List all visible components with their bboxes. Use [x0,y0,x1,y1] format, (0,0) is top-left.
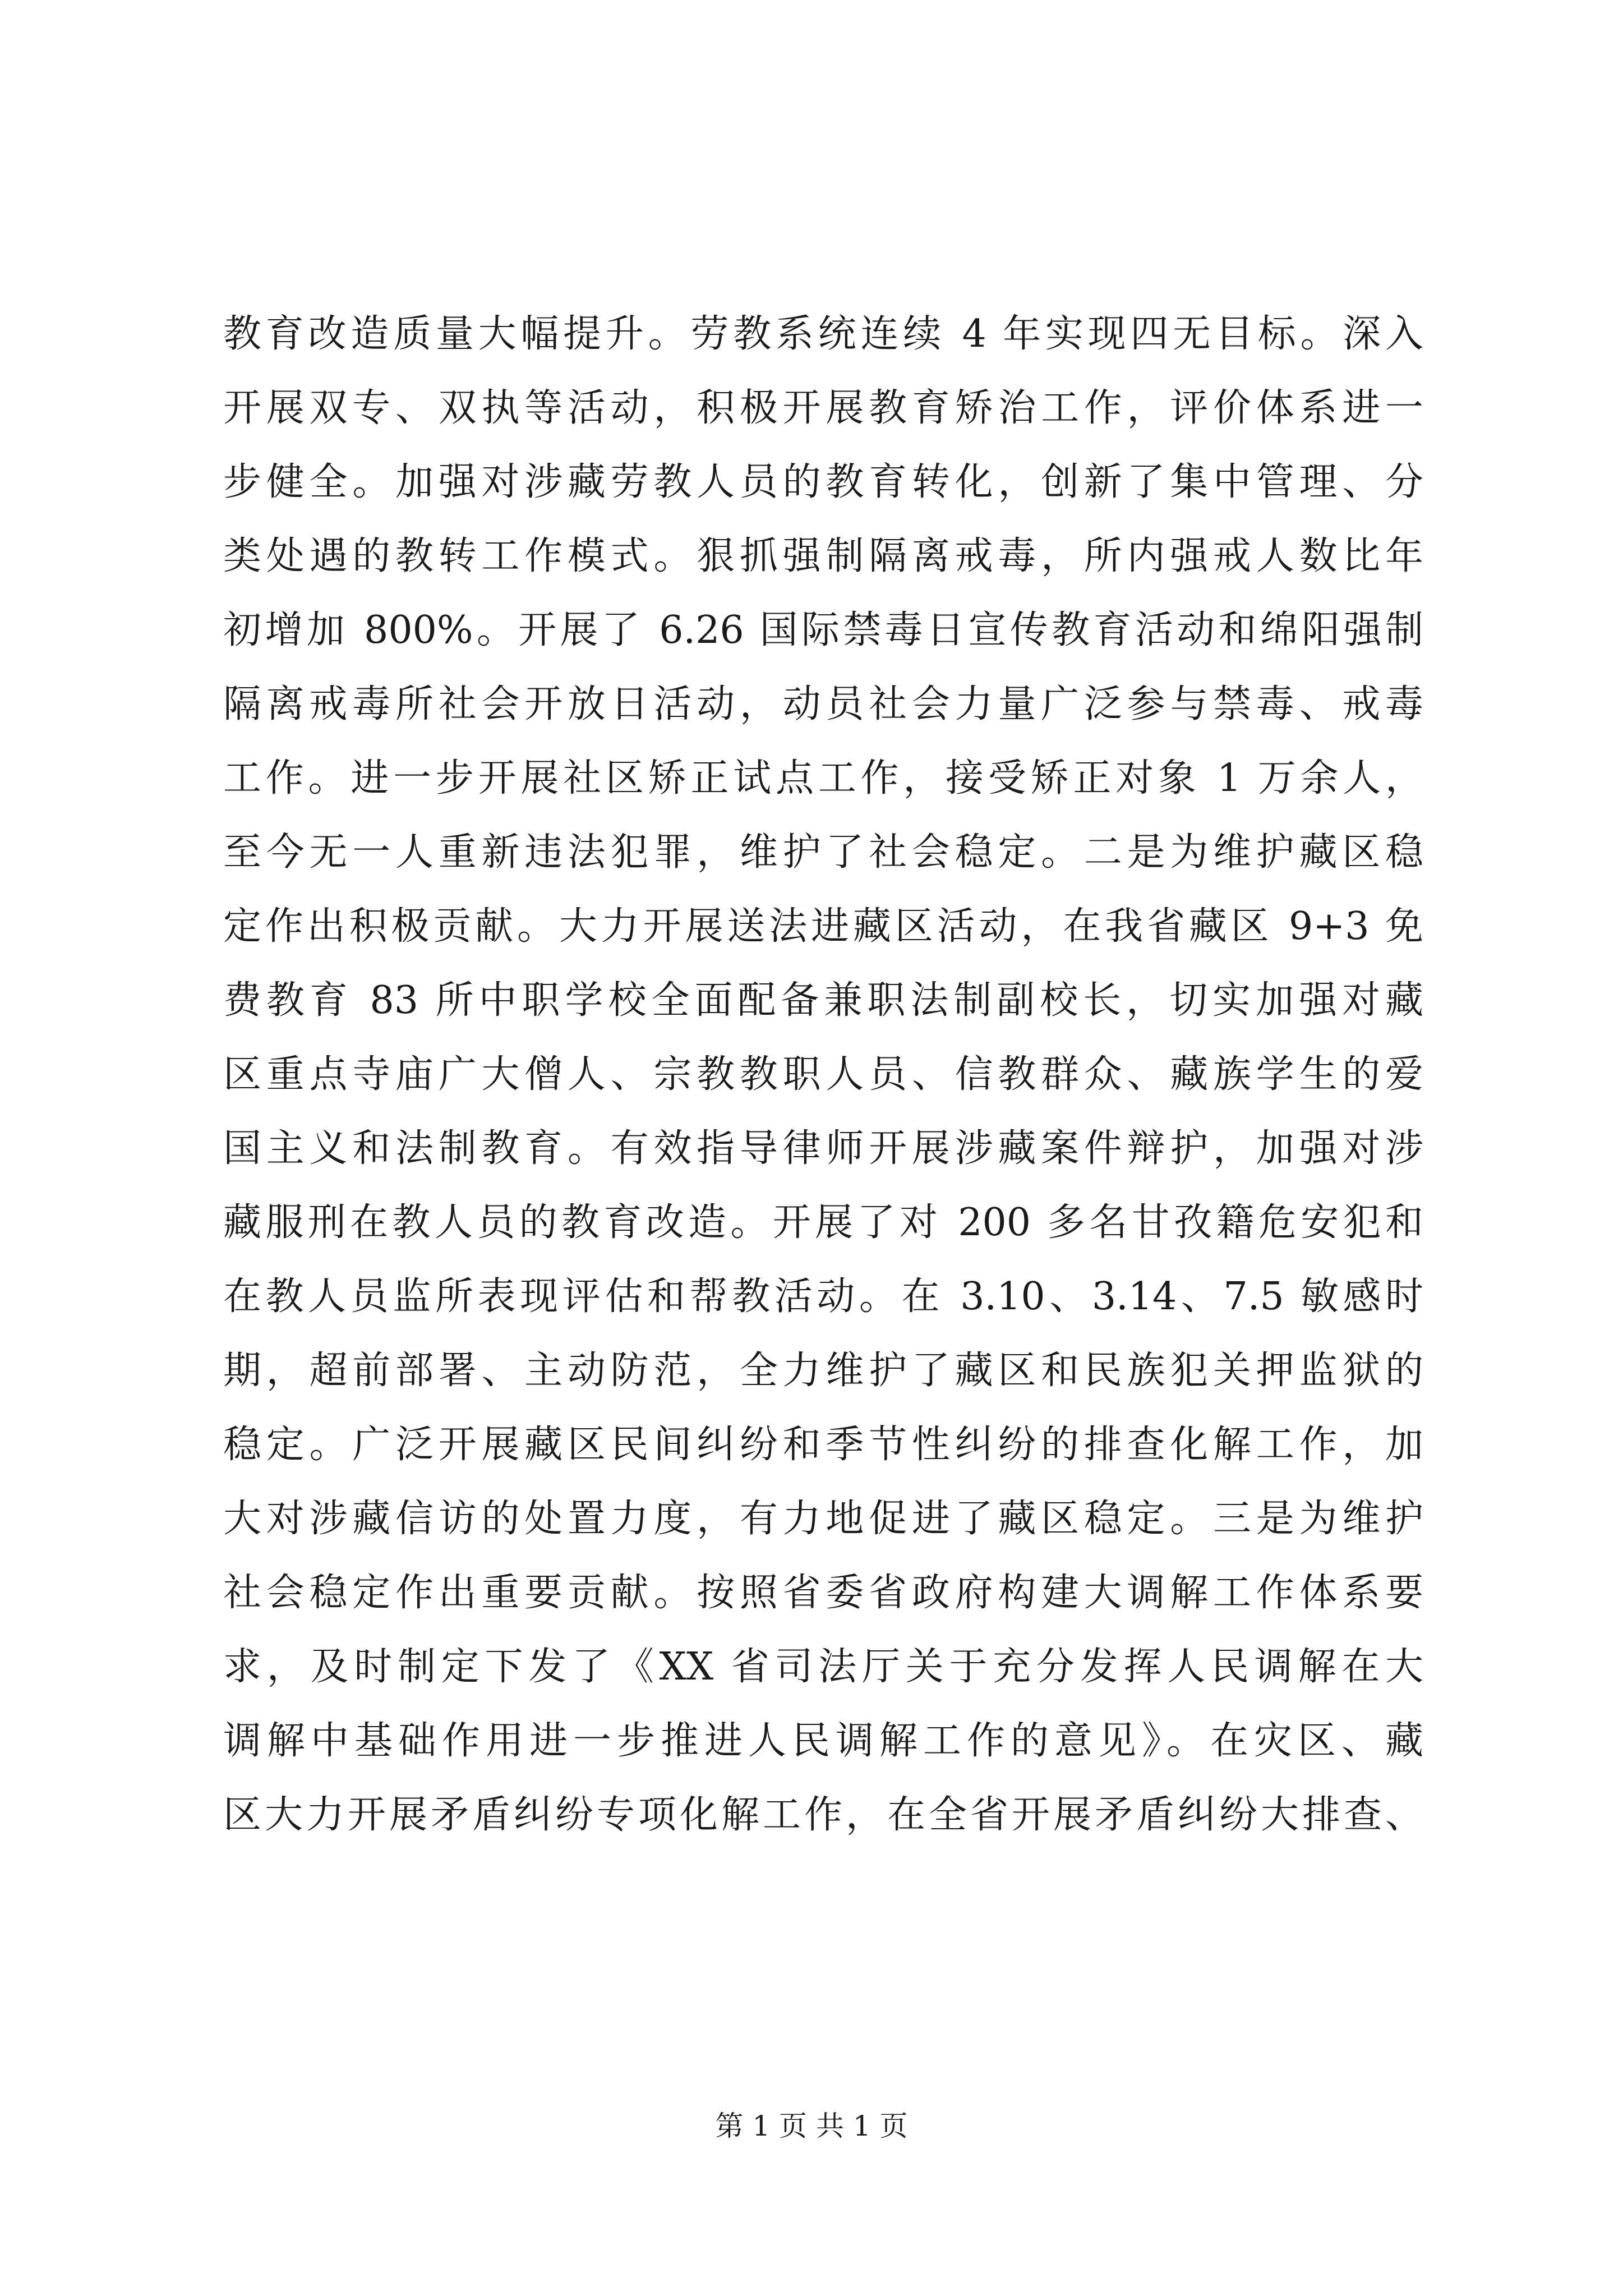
text-line: 教育改造质量大幅提升。劳教系统连续 4 年实现四无目标。深入 [223,312,1423,356]
text-line: 藏服刑在教人员的教育改造。开展了对 200 多名甘孜籍危安犯和 [223,1200,1423,1245]
text-line: 社会稳定作出重要贡献。按照省委省政府构建大调解工作体系要 [223,1571,1423,1615]
text-line: 期，超前部署、主动防范，全力维护了藏区和民族犯关押监狱的 [223,1349,1423,1393]
page-footer: 第 1 页 共 1 页 [715,2110,908,2142]
text-line: 在教人员监所表现评估和帮教活动。在 3.10、3.14、7.5 敏感时 [223,1274,1423,1319]
text-line: 区大力开展矛盾纠纷专项化解工作，在全省开展矛盾纠纷大排查、 [223,1793,1423,1837]
text-line: 工作。进一步开展社区矫正试点工作，接受矫正对象 1 万余人， [223,756,1423,800]
text-line: 隔离戒毒所社会开放日活动，动员社会力量广泛参与禁毒、戒毒 [223,682,1423,726]
text-line: 费教育 83 所中职学校全面配备兼职法制副校长，切实加强对藏 [223,978,1423,1023]
text-line: 至今无一人重新违法犯罪，维护了社会稳定。二是为维护藏区稳 [223,830,1423,875]
text-line: 调解中基础作用进一步推进人民调解工作的意见》。在灾区、藏 [223,1719,1423,1763]
text-line: 国主义和法制教育。有效指导律师开展涉藏案件辩护，加强对涉 [223,1126,1423,1171]
text-line: 区重点寺庙广大僧人、宗教教职人员、信教群众、藏族学生的爱 [223,1052,1423,1097]
text-line: 类处遇的教转工作模式。狠抓强制隔离戒毒，所内强戒人数比年 [223,534,1423,578]
text-line: 求，及时制定下发了《XX 省司法厅关于充分发挥人民调解在大 [223,1645,1423,1689]
text-line: 开展双专、双执等活动，积极开展教育矫治工作，评价体系进一 [223,386,1423,430]
text-line: 定作出积极贡献。大力开展送法进藏区活动，在我省藏区 9+3 免 [223,904,1423,949]
text-line: 稳定。广泛开展藏区民间纠纷和季节性纠纷的排查化解工作，加 [223,1423,1423,1467]
body-paragraph [223,297,1423,1852]
text-line: 步健全。加强对涉藏劳教人员的教育转化，创新了集中管理、分 [223,460,1423,504]
text-line: 初增加 800%。开展了 6.26 国际禁毒日宣传教育活动和绵阳强制 [223,608,1423,652]
text-line: 大对涉藏信访的处置力度，有力地促进了藏区稳定。三是为维护 [223,1497,1423,1541]
